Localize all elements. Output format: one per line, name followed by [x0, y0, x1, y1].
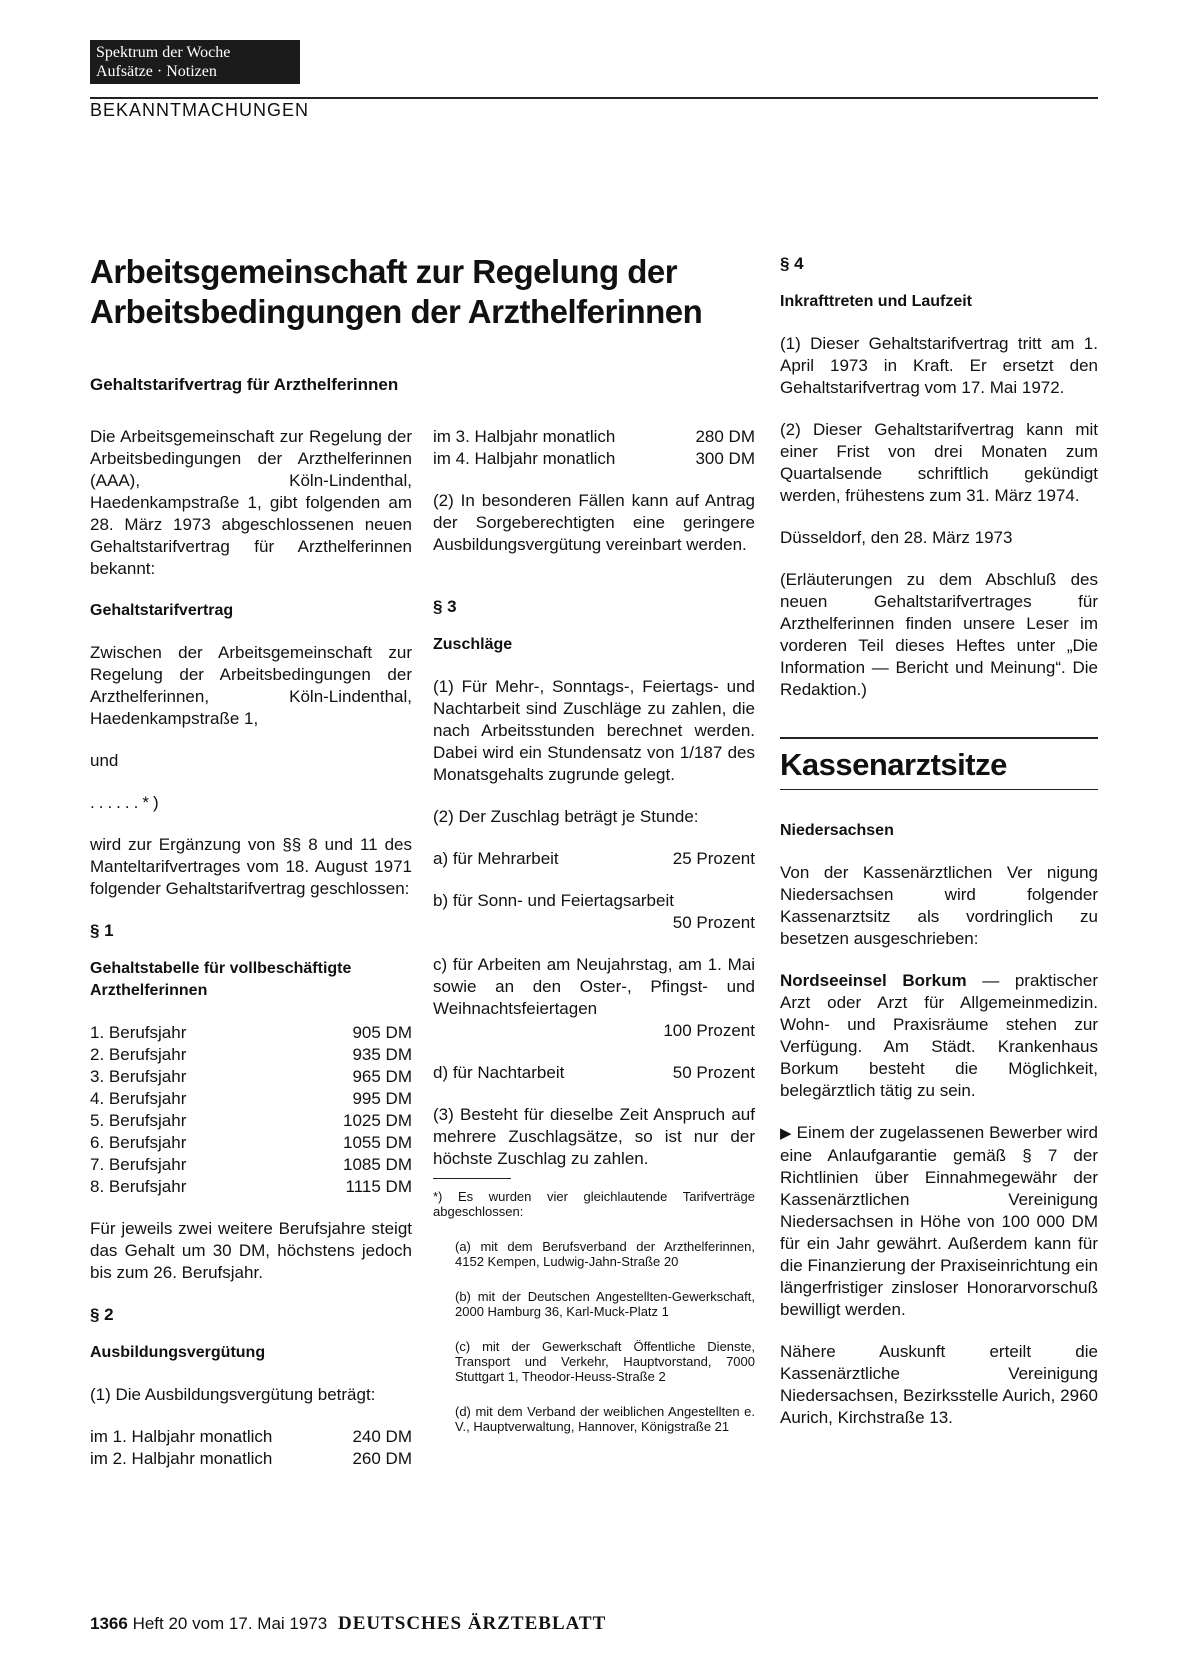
column-1: [90, 426, 412, 1490]
row-label: 5. Berufsjahr: [90, 1111, 187, 1130]
tag-line-2: Aufsätze · Notizen: [96, 63, 217, 80]
between-paragraph: Zwischen der Arbeitsgemeinschaft zur Regelung der Arbeitsbedingungen der Arzthelferinnen, Köln-Lindenthal, Haedenkampstraße 1,: [90, 643, 412, 728]
article-title: [90, 252, 770, 332]
row-value: 100 Prozent: [663, 1021, 755, 1040]
kassenarztsitze-rule-bottom: [780, 789, 1098, 790]
section-tag: [90, 40, 300, 84]
row-label: c) für Arbeiten am Neujahrstag, am 1. Mai sowie an den Oster-, Pfingst- und Weihnachtsfeiertagen: [433, 955, 755, 1018]
triangle-icon: ▶: [780, 1125, 792, 1142]
table-row: [433, 426, 755, 448]
table-row: [90, 1448, 412, 1470]
row-value: 1085 DM: [343, 1155, 412, 1174]
closing-paragraph: wird zur Ergänzung von §§ 8 und 11 des Manteltarifvertrages vom 18. August 1971 folgender Gehaltstarifvertrag geschlossen:: [90, 835, 412, 898]
column-2: [433, 426, 755, 1454]
heading-gehaltstarifvertrag: Gehaltstarifvertrag: [90, 602, 234, 619]
salary-note: Für jeweils zwei weitere Berufsjahre steigt das Gehalt um 30 DM, höchstens jedoch bis zum 26. Berufsjahr.: [90, 1219, 412, 1282]
row-value: 300 DM: [695, 449, 755, 468]
row-value: 240 DM: [352, 1427, 412, 1446]
row-label: 3. Berufsjahr: [90, 1067, 187, 1086]
row-label: 2. Berufsjahr: [90, 1045, 187, 1064]
tag-line-1: Spektrum der Woche: [96, 44, 231, 61]
section-3-symbol: § 3: [433, 597, 457, 616]
heading-zuschlaege: Zuschläge: [433, 636, 513, 653]
table-row: [90, 1110, 412, 1132]
und-text: und: [90, 751, 119, 770]
heading-inkrafttreten: Inkrafttreten und Laufzeit: [780, 293, 973, 310]
training-table-continued: [433, 426, 755, 470]
guarantee-text: Einem der zugelassenen Bewerber wird eine Anlaufgarantie gemäß § 7 der Richtlinien über Einnahmegewähr der Kassenärztlichen Vereinigung Niedersachsen in Höhe von 100 000 DM für ein Jahr gewährt. Außerdem kann für die Finanzierung der Praxiseinrichtung ein längerfristiger zinsloser Honorarvorschuß bewilligt werden.: [780, 1123, 1098, 1319]
row-value: 50 Prozent: [672, 913, 755, 932]
heading-gehaltstabelle: Gehaltstabelle für vollbeschäftigte Arzthelferinnen: [90, 960, 352, 999]
special-cases-paragraph: (2) In besonderen Fällen kann auf Antrag der Sorgeberechtigten eine geringere Ausbildungsvergütung vereinbart werden.: [433, 491, 755, 554]
publication-logo: DEUTSCHES ÄRZTEBLATT: [337, 1613, 607, 1634]
dots-footnote-ref: ......*): [90, 793, 163, 812]
row-label: im 4. Halbjahr monatlich: [433, 449, 616, 468]
zuschlaege-paragraph-3: (3) Besteht für dieselbe Zeit Anspruch auf mehrere Zuschlagsätze, so ist nur der höchste Zuschlag zu zahlen.: [433, 1105, 755, 1168]
table-row: [90, 1176, 412, 1198]
inkrafttreten-paragraph-1: (1) Dieser Gehaltstarifvertrag tritt am 1. April 1973 in Kraft. Er ersetzt den Gehaltstarifvertrag vom 17. Mai 1972.: [780, 334, 1098, 397]
footnote-intro: *) Es wurden vier gleichlautende Tarifverträge abgeschlossen:: [433, 1189, 755, 1219]
row-value: 995 DM: [352, 1089, 412, 1108]
page-footer: [90, 1613, 606, 1635]
row-value: 1025 DM: [343, 1111, 412, 1130]
issue-info: Heft 20 vom 17. Mai 1973: [132, 1614, 328, 1633]
footnote-b: (b) mit der Deutschen Angestellten-Gewerkschaft, 2000 Hamburg 36, Karl-Muck-Platz 1: [455, 1289, 755, 1319]
salary-table: [90, 1022, 412, 1198]
table-row: [90, 1088, 412, 1110]
row-label: 8. Berufsjahr: [90, 1177, 187, 1196]
row-value: 1055 DM: [343, 1133, 412, 1152]
footnote-a: (a) mit dem Berufsverband der Arzthelferinnen, 4152 Kempen, Ludwig-Jahn-Straße 20: [455, 1239, 755, 1269]
article-subtitle: Gehaltstarifvertrag für Arzthelferinnen: [90, 375, 399, 394]
row-label: 4. Berufsjahr: [90, 1089, 187, 1108]
inkrafttreten-paragraph-2: (2) Dieser Gehaltstarifvertrag kann mit einer Frist von drei Monaten zum Quartalsende schriftlich gekündigt werden, frühestens zum 31. März 1974.: [780, 420, 1098, 505]
top-rule: [90, 97, 1098, 99]
row-label: d) für Nachtarbeit: [433, 1063, 565, 1082]
footnote-rule: [433, 1178, 511, 1179]
kassenarzt-borkum: [780, 970, 1098, 1102]
row-label: a) für Mehrarbeit: [433, 849, 559, 868]
editorial-note: (Erläuterungen zu dem Abschluß des neuen Gehaltstarifvertrages für Arzthelferinnen finden unsere Leser im vorderen Teil dieses Heftes unter „Die Information — Bericht und Meinung“. Die Redaktion.): [780, 570, 1098, 699]
table-row: [90, 1426, 412, 1448]
row-value: 50 Prozent: [672, 1063, 755, 1082]
kassenarzt-intro: Von der Kassenärztlichen Ver nigung Niedersachsen wird folgender Kassenarztsitz als vordringlich zu besetzen ausgeschrieben:: [780, 863, 1098, 948]
footnote-c: (c) mit der Gewerkschaft Öffentliche Dienste, Transport und Verkehr, Hauptvorstand, 7000 Stuttgart 1, Theodor-Heuss-Straße 2: [455, 1339, 755, 1384]
kassenarztsitze-rule-top: [780, 737, 1098, 739]
borkum-description: — praktischer Arzt oder Arzt für Allgemeinmedizin. Wohn- und Praxisräume stehen zur Verfügung. Am Städt. Krankenhaus Borkum besteht die Möglichkeit, belegärztlich tätig zu sein.: [780, 971, 1098, 1100]
training-table: [90, 1426, 412, 1470]
table-row: [90, 1132, 412, 1154]
zuschlag-a: [433, 848, 755, 870]
section-4-symbol: § 4: [780, 254, 804, 273]
table-row: [433, 448, 755, 470]
borkum-place: Nordseeinsel Borkum: [780, 971, 967, 990]
row-value: 965 DM: [352, 1067, 412, 1086]
table-row: [90, 1066, 412, 1088]
section-label: BEKANNTMACHUNGEN: [90, 100, 310, 120]
intro-paragraph: Die Arbeitsgemeinschaft zur Regelung der Arbeitsbedingungen der Arzthelferinnen (AAA), Köln-Lindenthal, Haedenkampstraße 1, gibt folgenden am 28. März 1973 abgeschlossenen neuen Gehaltstarifvertrag für Arzthelferinnen bekannt:: [90, 427, 412, 578]
heading-ausbildungsverguetung: Ausbildungsvergütung: [90, 1344, 266, 1361]
row-value: 280 DM: [695, 427, 755, 446]
row-label: 7. Berufsjahr: [90, 1155, 187, 1174]
row-label: im 2. Halbjahr monatlich: [90, 1449, 273, 1468]
column-3: [780, 253, 1098, 1449]
zuschlag-c: [433, 954, 755, 1042]
zuschlaege-paragraph-1: (1) Für Mehr-, Sonntags-, Feiertags- und Nachtarbeit sind Zuschläge zu zahlen, die nach Arbeitsstunden berechnet werden. Dabei wird ein Stundensatz von 1/187 des Monatsgehalts zugrunde gelegt.: [433, 677, 755, 784]
row-value: 25 Prozent: [672, 849, 755, 868]
zuschlag-b: [433, 890, 755, 934]
row-value: 905 DM: [352, 1023, 412, 1042]
row-label: b) für Sonn- und Feiertagsarbeit: [433, 891, 674, 910]
title-line-1: Arbeitsgemeinschaft zur Regelung der: [90, 253, 678, 290]
row-label: 1. Berufsjahr: [90, 1023, 187, 1042]
zuschlaege-paragraph-2: (2) Der Zuschlag beträgt je Stunde:: [433, 807, 699, 826]
kassenarzt-contact: Nähere Auskunft erteilt die Kassenärztliche Vereinigung Niedersachsen, Bezirksstelle Aurich, 2960 Aurich, Kirchstraße 13.: [780, 1342, 1098, 1427]
section-2-symbol: § 2: [90, 1305, 114, 1324]
row-value: 1115 DM: [345, 1177, 412, 1196]
place-date: Düsseldorf, den 28. März 1973: [780, 528, 1013, 547]
kassenarzt-guarantee: [780, 1122, 1098, 1321]
zuschlag-d: [433, 1062, 755, 1084]
footnote-d: (d) mit dem Verband der weiblichen Angestellten e. V., Hauptverwaltung, Hannover, Königstraße 21: [455, 1404, 755, 1434]
row-label: im 3. Halbjahr monatlich: [433, 427, 616, 446]
section-1-symbol: § 1: [90, 921, 114, 940]
row-value: 260 DM: [352, 1449, 412, 1468]
table-row: [90, 1022, 412, 1044]
row-value: 935 DM: [352, 1045, 412, 1064]
row-label: 6. Berufsjahr: [90, 1133, 187, 1152]
training-intro: (1) Die Ausbildungsvergütung beträgt:: [90, 1385, 376, 1404]
kassenarztsitze-title: Kassenarztsitze: [780, 747, 1007, 782]
heading-niedersachsen: Niedersachsen: [780, 822, 894, 839]
row-label: im 1. Halbjahr monatlich: [90, 1427, 273, 1446]
page-number: 1366: [90, 1614, 128, 1633]
title-line-2: Arbeitsbedingungen der Arzthelferinnen: [90, 293, 703, 330]
table-row: [90, 1044, 412, 1066]
table-row: [90, 1154, 412, 1176]
